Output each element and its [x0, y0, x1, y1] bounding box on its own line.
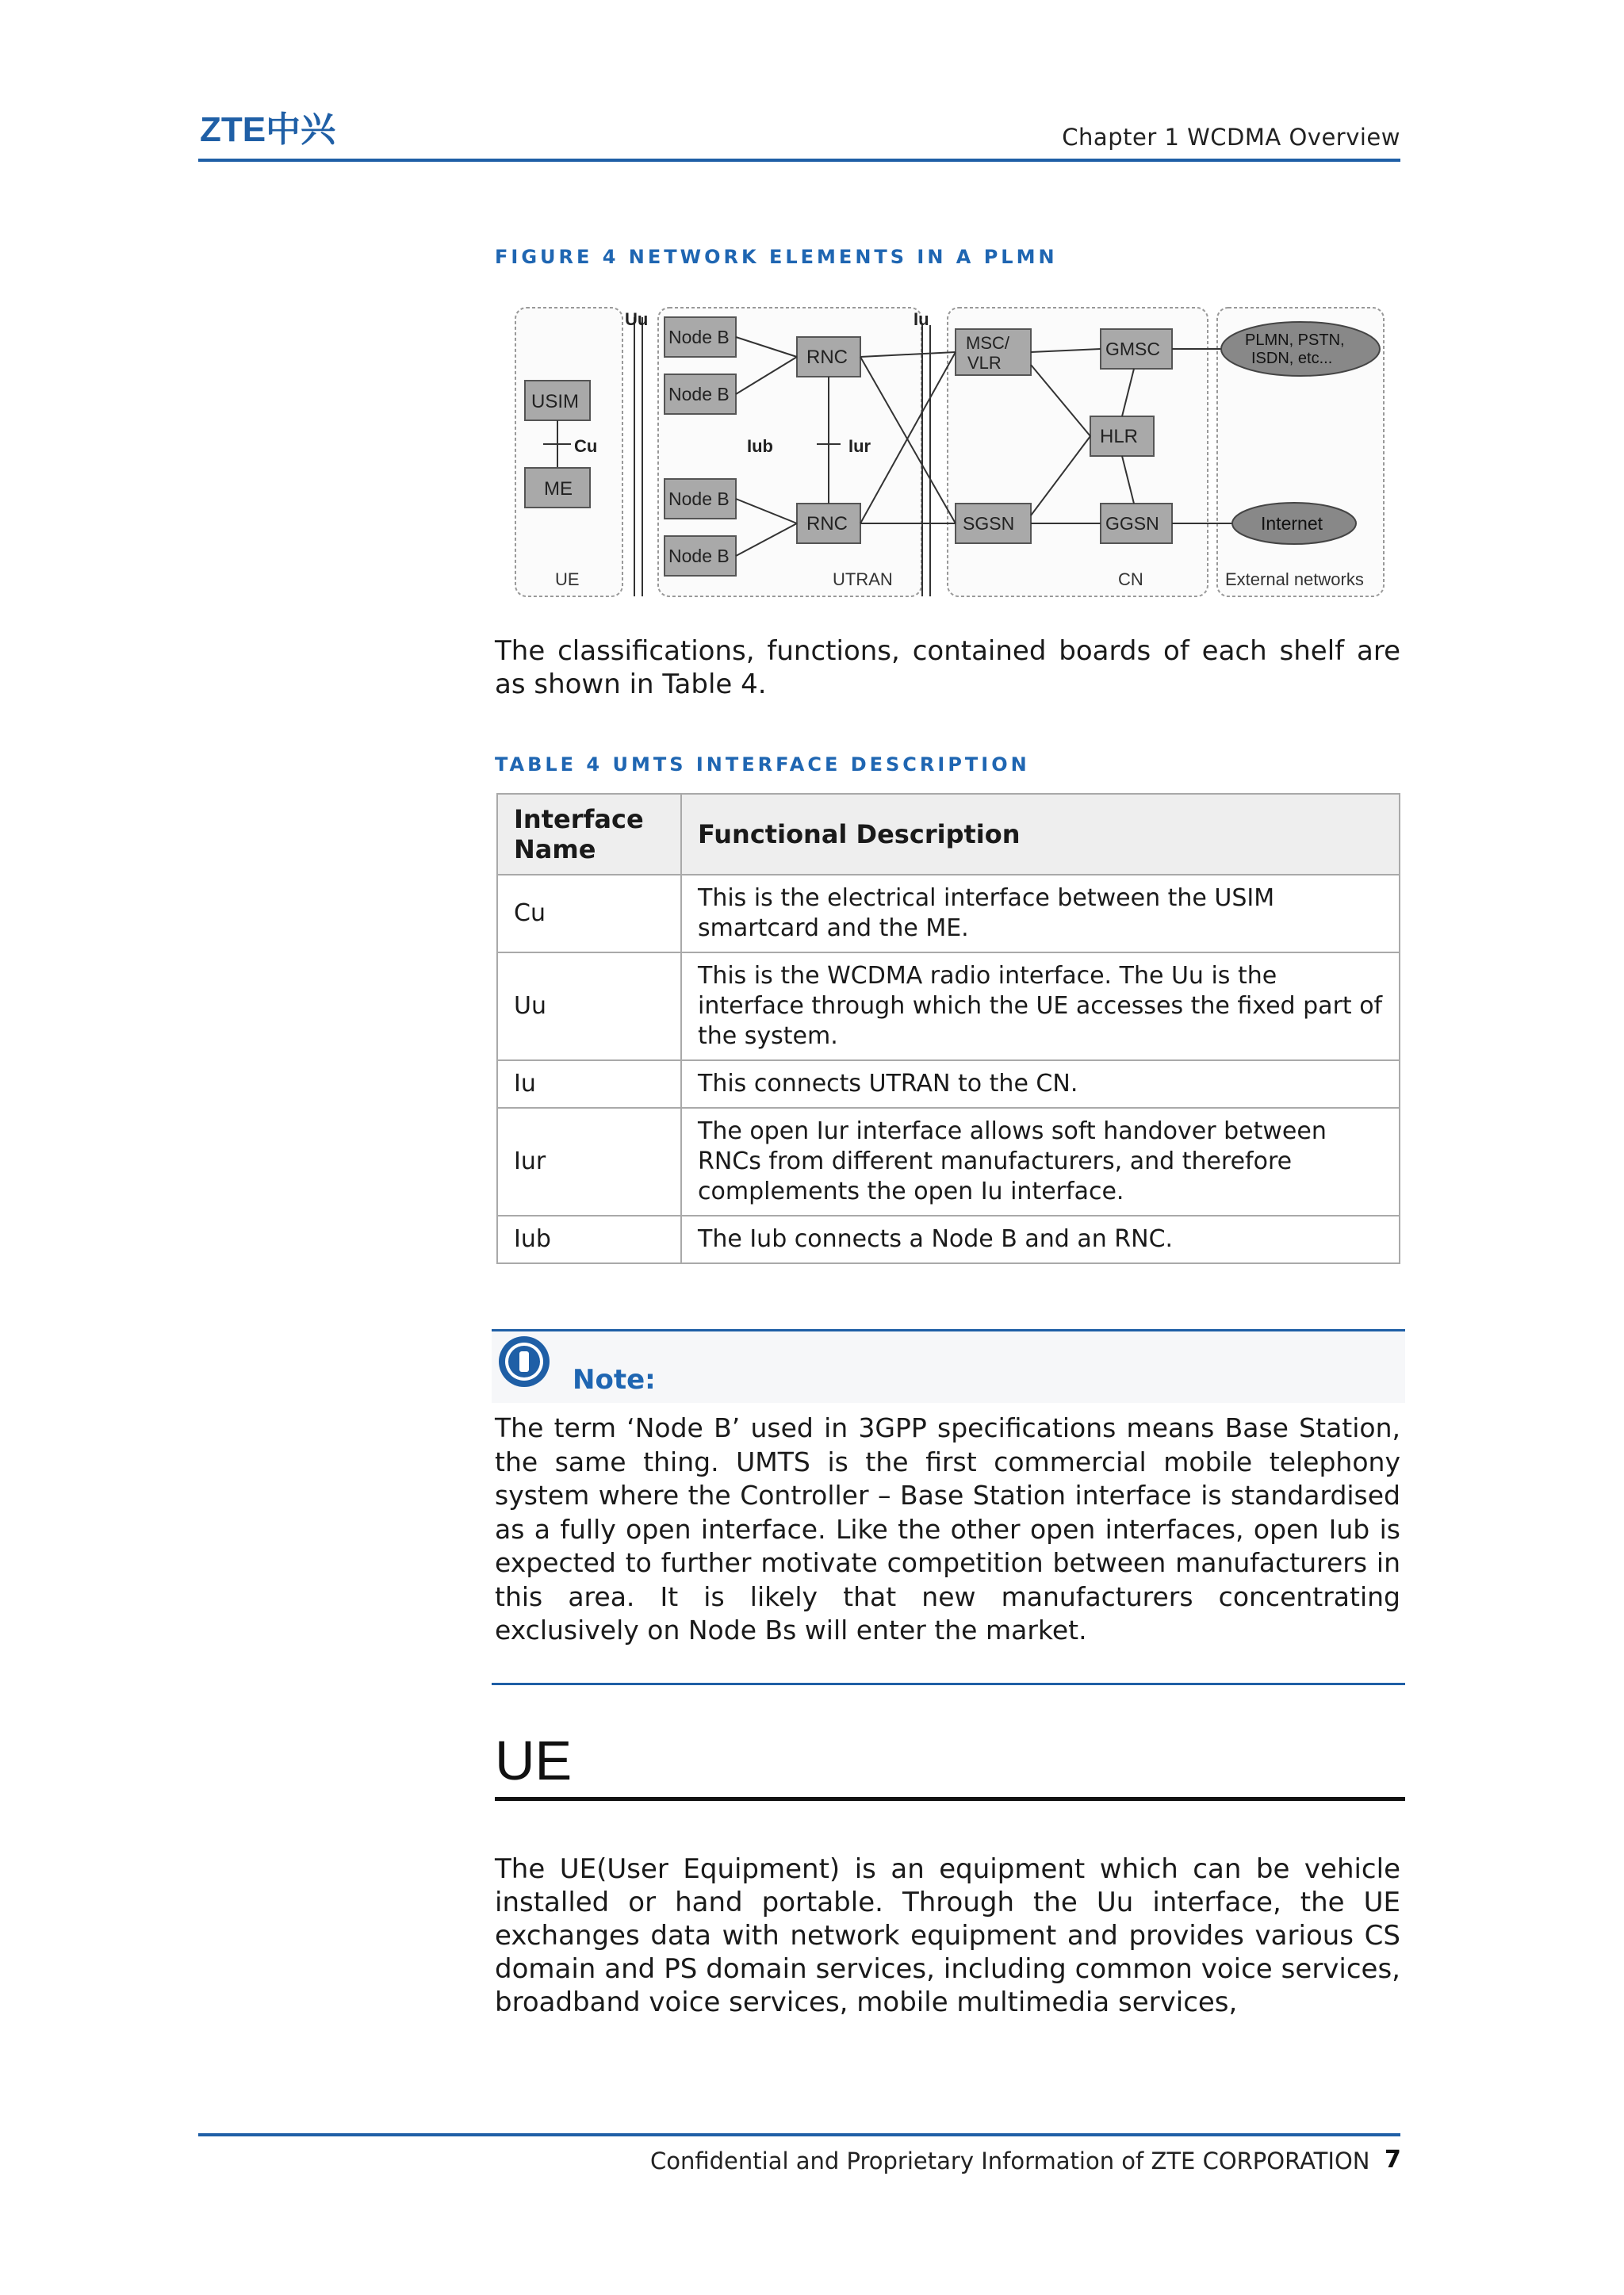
- interface-name-cell: Cu: [497, 875, 681, 952]
- page-number: 7: [1385, 2146, 1401, 2174]
- table-caption: TABLE 4 UMTS INTERFACE DESCRIPTION: [495, 753, 1030, 776]
- table-row: [497, 1216, 1400, 1263]
- internet-label: Internet: [1261, 513, 1323, 534]
- table-row: [497, 875, 1400, 952]
- network-diagram: [508, 301, 1388, 603]
- cn-domain-label: CN: [1118, 569, 1143, 589]
- interface-name-cell: Uu: [497, 952, 681, 1060]
- ue-domain-label: UE: [555, 569, 580, 589]
- interface-name-cell: Iur: [497, 1108, 681, 1216]
- hlr-label: HLR: [1100, 426, 1139, 447]
- rnc-label: RNC: [806, 513, 848, 534]
- description-cell: This is the electrical interface between the USIM smartcard and the ME.: [681, 875, 1400, 952]
- note-icon: [496, 1334, 552, 1389]
- table-header-row: [497, 794, 1400, 875]
- section-heading-rule: [495, 1797, 1405, 1801]
- description-cell: This connects UTRAN to the CN.: [681, 1060, 1400, 1108]
- utran-domain-label: UTRAN: [833, 569, 893, 589]
- node-b-label: Node B: [668, 546, 730, 566]
- interface-table: [496, 793, 1400, 1264]
- cu-label: Cu: [574, 436, 598, 456]
- chapter-title: Chapter 1 WCDMA Overview: [1062, 124, 1400, 151]
- rnc-label: RNC: [806, 347, 848, 368]
- node-b-label: Node B: [668, 384, 730, 404]
- iub-label: Iub: [747, 436, 773, 456]
- me-label: ME: [544, 478, 573, 500]
- node-b-label: Node B: [668, 489, 730, 509]
- msc-label: MSC/: [966, 333, 1009, 353]
- gmsc-label: GMSC: [1105, 339, 1160, 359]
- interface-name-cell: Iub: [497, 1216, 681, 1263]
- description-cell: This is the WCDMA radio interface. The Uu is the interface through which the UE accesses the fixed part of the system.: [681, 952, 1400, 1060]
- plmn-label-line1: PLMN, PSTN,: [1245, 331, 1345, 349]
- plmn-pstn-ellipse: [1221, 322, 1380, 376]
- sgsn-label: SGSN: [963, 513, 1015, 534]
- iu-label: Iu: [914, 309, 929, 329]
- usim-label: USIM: [531, 391, 579, 412]
- header-functional-description: Functional Description: [681, 794, 1400, 875]
- plmn-label-line2: ISDN, etc...: [1251, 350, 1333, 367]
- description-cell: The open Iur interface allows soft handover between RNCs from different manufacturers, and therefore complements the open Iu interface.: [681, 1108, 1400, 1216]
- paragraph-intro: The classifications, functions, contained boards of each shelf are as shown in Table 4.: [495, 635, 1400, 700]
- section-heading: UE: [495, 1730, 573, 1791]
- node-b-label: Node B: [668, 327, 730, 347]
- note-label: Note:: [573, 1364, 656, 1396]
- header-interface-name: Interface Name: [497, 794, 681, 875]
- zte-logo: [200, 109, 336, 149]
- ggsn-label: GGSN: [1105, 513, 1159, 534]
- footer-rule: [198, 2133, 1400, 2136]
- paragraph-ue: The UE(User Equipment) is an equipment which can be vehicle installed or hand portable. Through the Uu interface, the UE exchanges data with network equipment and provides various CS domain and PS domain services, including common voice services, broadband voice services, mobile multimedia services,: [495, 1853, 1400, 2018]
- uu-label: Uu: [625, 309, 649, 329]
- note-text: The term ‘Node B’ used in 3GPP specifications means Base Station, the same thing. UMTS is the first commercial mobile telephony system where the Controller – Base Station interface is standardised as a fully open interface. Like the other open interfaces, open Iub is expected to further motivate competition between manufacturers in this area. It is likely that new manufacturers concentrating exclusively on Node Bs will enter the market.: [495, 1412, 1400, 1646]
- interface-name-cell: Iu: [497, 1060, 681, 1108]
- logo-text: ZTE中兴: [200, 110, 336, 149]
- table-row: [497, 1060, 1400, 1108]
- figure-caption: FIGURE 4 NETWORK ELEMENTS IN A PLMN: [495, 246, 1058, 268]
- vlr-label: VLR: [967, 353, 1002, 373]
- iur-label: Iur: [848, 436, 871, 456]
- footer-confidential: Confidential and Proprietary Information of ZTE CORPORATION: [650, 2147, 1370, 2174]
- table-row: [497, 952, 1400, 1060]
- header-rule: [198, 159, 1400, 162]
- note-bottom-rule: [492, 1683, 1405, 1685]
- ue-domain-box: [515, 308, 622, 596]
- external-domain-label: External networks: [1225, 569, 1364, 589]
- table-row: [497, 1108, 1400, 1216]
- description-cell: The Iub connects a Node B and an RNC.: [681, 1216, 1400, 1263]
